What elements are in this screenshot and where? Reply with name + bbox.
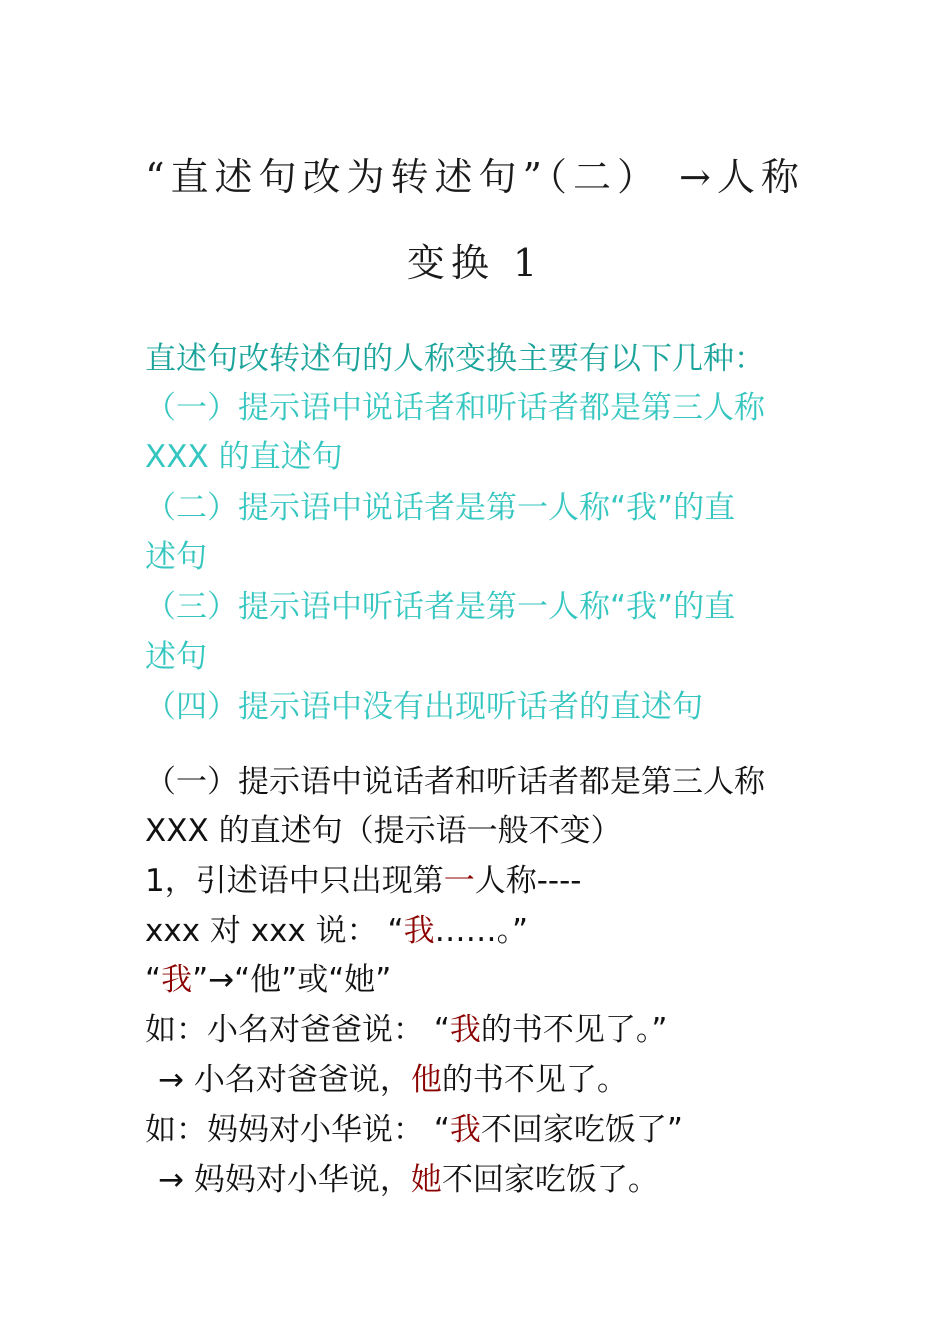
- rule-1-highlight: 一: [443, 863, 475, 899]
- example-1-suffix: 的书不见了。”: [480, 1012, 668, 1048]
- pronoun-change-open: “: [145, 962, 162, 998]
- intro-item-4: （四）提示语中没有出现听话者的直述句: [145, 689, 703, 725]
- rule-1-suffix: 人称----: [474, 863, 582, 899]
- pronoun-change-line: [145, 960, 391, 1000]
- pattern-suffix: ……。”: [434, 913, 529, 949]
- pattern-highlight: 我: [403, 913, 435, 949]
- section-heading-line-2: XXX 的直述句（提示语一般不变）: [145, 813, 622, 849]
- example-2-result-suffix: 不回家吃饭了。: [441, 1162, 659, 1198]
- intro-item-2: （二）提示语中说话者是第一人称“我”的直: [145, 490, 736, 526]
- example-1-result: [158, 1060, 628, 1100]
- intro-heading: 直述句改转述句的人称变换主要有以下几种：: [145, 341, 765, 377]
- document-title-line-2: 变换 1: [406, 241, 544, 285]
- example-1-result-prefix: → 小名对爸爸说，: [158, 1062, 411, 1098]
- rule-1-prefix: 1，引述语中只出现第: [145, 863, 444, 899]
- pattern-prefix: xxx 对 xxx 说： “: [145, 913, 404, 949]
- rule-1: [145, 861, 581, 901]
- example-1-result-suffix: 的书不见了。: [441, 1062, 628, 1098]
- pronoun-change-highlight: 我: [161, 962, 193, 998]
- intro-item-1-cont: XXX 的直述句: [145, 439, 343, 475]
- example-1-highlight: 我: [449, 1012, 481, 1048]
- example-2-suffix: 不回家吃饭了”: [480, 1112, 683, 1148]
- example-2: [145, 1110, 683, 1150]
- example-1-prefix: 如：小名对爸爸说： “: [145, 1012, 450, 1048]
- example-1: [145, 1010, 667, 1050]
- section-heading-line-1: （一）提示语中说话者和听话者都是第三人称: [145, 764, 765, 800]
- example-2-result-highlight: 她: [410, 1162, 442, 1198]
- pattern-line: [145, 911, 528, 951]
- example-2-prefix: 如：妈妈对小华说： “: [145, 1112, 450, 1148]
- document-title-line-1: “直述句改为转述句”（二） →人称: [145, 155, 805, 199]
- pronoun-change-rest: ”→“他”或“她”: [192, 962, 392, 998]
- example-2-result: [158, 1160, 659, 1200]
- intro-item-3-cont: 述句: [145, 639, 207, 675]
- intro-item-1: （一）提示语中说话者和听话者都是第三人称: [145, 390, 765, 426]
- example-1-result-highlight: 他: [410, 1062, 442, 1098]
- intro-item-3: （三）提示语中听话者是第一人称“我”的直: [145, 589, 736, 625]
- intro-item-2-cont: 述句: [145, 539, 207, 575]
- example-2-result-prefix: → 妈妈对小华说，: [158, 1162, 411, 1198]
- example-2-highlight: 我: [449, 1112, 481, 1148]
